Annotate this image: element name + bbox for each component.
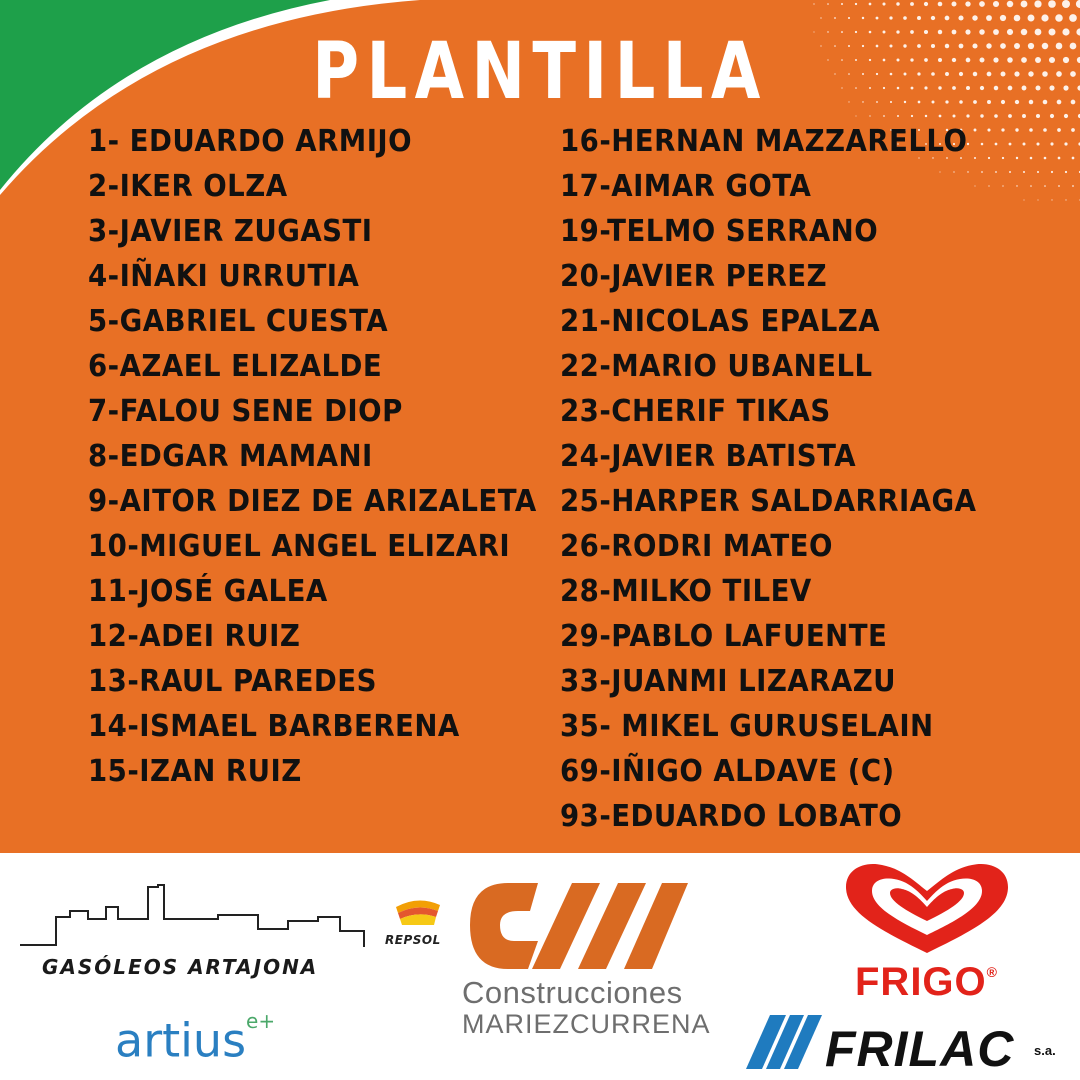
player-entry: 93-EDUARDO LOBATO — [560, 799, 903, 834]
player-entry: 28-MILKO TILEV — [560, 574, 812, 609]
frigo-heart-logo — [842, 861, 1012, 957]
artius-superscript: e+ — [246, 1009, 276, 1033]
player-entry: 2-IKER OLZA — [88, 169, 288, 204]
player-entry: 1- EDUARDO ARMIJO — [88, 124, 413, 159]
repsol-logo-text: REPSOL — [385, 933, 441, 947]
artius-text: artius — [115, 1013, 247, 1068]
player-entry: 13-RAUL PAREDES — [88, 664, 377, 699]
construcciones-text-line2: MARIEZCURRENA — [462, 1009, 711, 1039]
sponsors-bar — [0, 853, 1080, 1080]
artajona-skyline-logo — [18, 867, 368, 957]
frigo-logo-text — [855, 960, 998, 1005]
player-entry: 9-AITOR DIEZ DE ARIZALETA — [88, 484, 537, 519]
player-entry: 8-EDGAR MAMANI — [88, 439, 373, 474]
player-entry: 33-JUANMI LIZARAZU — [560, 664, 897, 699]
artajona-logo-text: GASÓLEOS ARTAJONA — [42, 955, 319, 979]
construcciones-logo-mark — [468, 877, 690, 973]
frilac-sa-text: s.a. — [1034, 1043, 1056, 1058]
player-entry: 35- MIKEL GURUSELAIN — [560, 709, 934, 744]
player-entry: 25-HARPER SALDARRIAGA — [560, 484, 977, 519]
player-entry: 26-RODRI MATEO — [560, 529, 833, 564]
repsol-logo — [392, 893, 444, 929]
player-entry: 69-IÑIGO ALDAVE (C) — [560, 754, 895, 789]
roster-list-left — [88, 119, 576, 794]
player-entry: 10-MIGUEL ANGEL ELIZARI — [88, 529, 511, 564]
frilac-logo-text: FRILAC — [825, 1021, 1015, 1077]
artius-logo — [115, 1003, 275, 1070]
roster-list-right — [560, 119, 1013, 839]
player-entry: 21-NICOLAS EPALZA — [560, 304, 881, 339]
player-entry: 7-FALOU SENE DIOP — [88, 394, 403, 429]
player-entry: 23-CHERIF TIKAS — [560, 394, 831, 429]
player-entry: 15-IZAN RUIZ — [88, 754, 302, 789]
player-entry: 14-ISMAEL BARBERENA — [88, 709, 460, 744]
frigo-registered-mark: ® — [986, 964, 998, 980]
page-title: PLANTILLA — [312, 27, 768, 117]
frilac-stripes-logo — [742, 1013, 828, 1073]
player-entry: 12-ADEI RUIZ — [88, 619, 301, 654]
frigo-text: FRIGO — [855, 960, 987, 1004]
player-entry: 29-PABLO LAFUENTE — [560, 619, 888, 654]
player-entry: 22-MARIO UBANELL — [560, 349, 873, 384]
player-entry: 24-JAVIER BATISTA — [560, 439, 857, 474]
player-entry: 6-AZAEL ELIZALDE — [88, 349, 383, 384]
player-entry: 4-IÑAKI URRUTIA — [88, 259, 360, 294]
player-entry: 19-TELMO SERRANO — [560, 214, 879, 249]
player-entry: 3-JAVIER ZUGASTI — [88, 214, 373, 249]
player-entry: 16-HERNAN MAZZARELLO — [560, 124, 968, 159]
player-entry: 11-JOSÉ GALEA — [88, 574, 328, 609]
player-entry: 17-AIMAR GOTA — [560, 169, 812, 204]
player-entry: 20-JAVIER PEREZ — [560, 259, 828, 294]
construcciones-text-line1: Construcciones — [462, 975, 683, 1010]
player-entry: 5-GABRIEL CUESTA — [88, 304, 389, 339]
